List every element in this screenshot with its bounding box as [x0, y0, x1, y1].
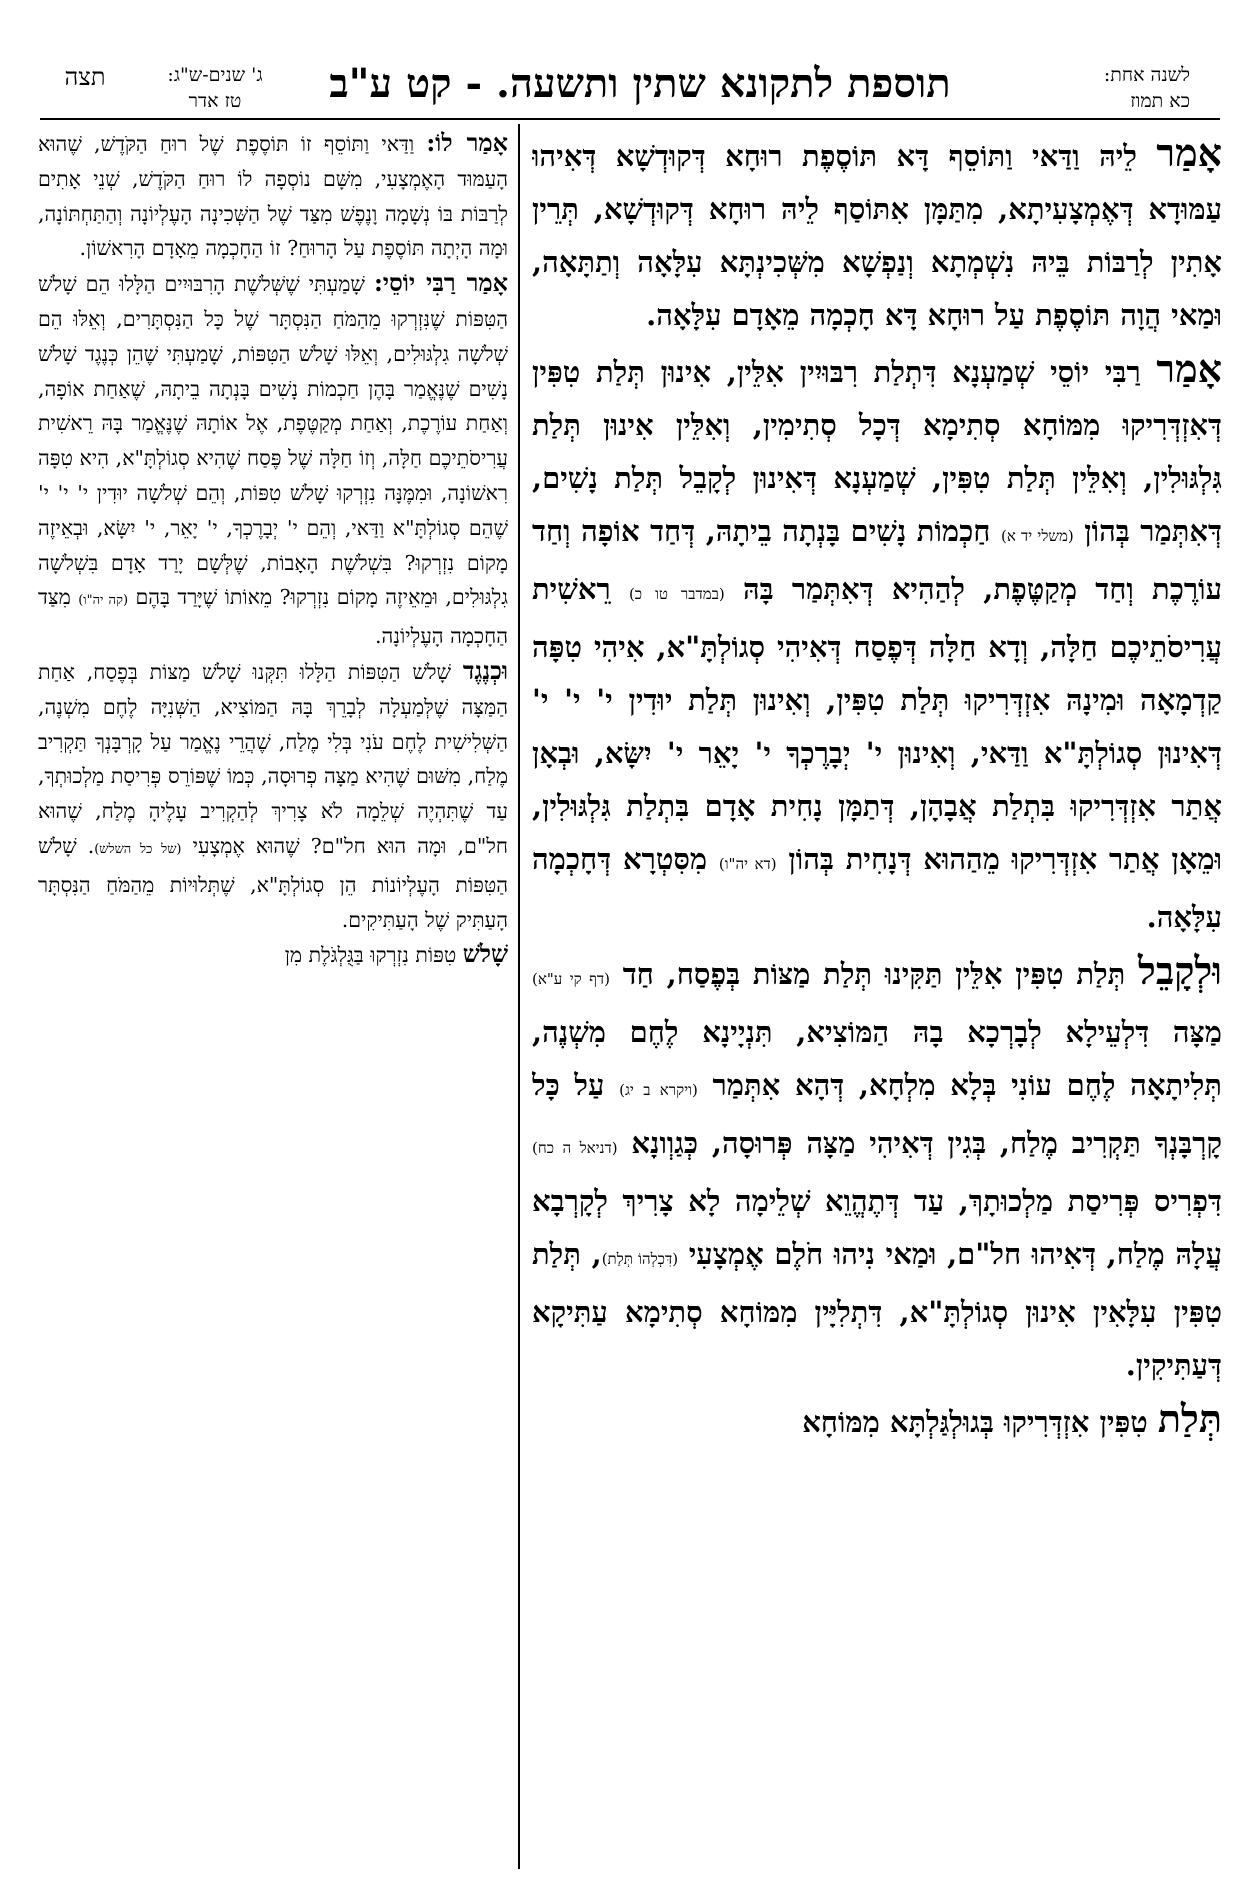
page-header: [0, 0, 1260, 118]
paragraph-text: טִפִּין אִזְדְּרִיקוּ בְּגוּלְגַּלְתָּא מִמּוֹחָא: [802, 1405, 1158, 1439]
translation-paragraph: [38, 937, 508, 973]
translation-paragraph: [38, 654, 508, 937]
source-reference: (קה יה"ו): [78, 593, 129, 609]
paragraph-text: מִצַּד הַחָכְמָה הָעֶלְיוֹנָה.: [38, 585, 508, 649]
source-reference: (במדבר טו כ): [628, 585, 725, 603]
page-number: תצה: [64, 63, 106, 91]
three-years-date: טז אדר: [188, 90, 242, 112]
folio-reference: (דף קי ע"א): [532, 970, 610, 988]
opening-word: אָמַר: [1156, 130, 1222, 175]
opening-word: תְּלַת: [1157, 1396, 1222, 1441]
paragraph-text: רַבִּי יוֹסֵי שְׁמַעְנָא דִּתְלַת רִבּוּיִין אִלֵּין, אִינוּן תְּלַת טִפִּין דְּאִזְדְּרִיקוּ מִמּוֹחָא סְתִימָא דְּכָל סְתִימִין, וְאִלֵּין אִינוּן תְּלַת גִּלְגּוּלִין, וְאִלֵּין תְּלַת טִפִּין, שְׁמַעְנָא דְּאִינוּן לְקָבֵל תְּלַת נָשִׁים, דְּאִתְּמַר בְּהוֹן: [532, 355, 1222, 548]
main-paragraph: [532, 1392, 1222, 1449]
opening-word: אָמַר: [1156, 346, 1222, 391]
translation-paragraph: [38, 266, 508, 654]
source-reference: (דא יה"ו): [718, 855, 777, 873]
main-paragraph: [532, 126, 1222, 342]
paragraph-text: דִּפְרִיס פְּרִיסַת מַלְכוּתָךְ, עַד דְּתֶהֱוֵא שְׁלֵימָה לָא צָרִיךְ לְקָרְבָא עֲלָהּ מֶלַח, דְּאִיהוּ חל"ם, וּמַאי נִיהוּ חֹלֶם אֶמְצָעִי: [532, 1184, 1222, 1271]
calendar-three-years: [150, 62, 280, 114]
main-text-column: [532, 126, 1222, 1871]
opening-word: אָמַר רַבִּי יוֹסֵי:: [373, 268, 508, 298]
paragraph-text: שָׁלֹשׁ הַטִּפּוֹת הַלָּלוּ תִּקְּנוּ שָׁלֹשׁ מַצּוֹת בְּפֶסַח, אַחַת הַמַּצָּה שֶׁלְּמַעְלָה לְבָרֵךְ בָּהּ הַמּוֹצִיא, הַשְּׁנִיָּה לֶחֶם מִשְׁנֶה, הַשְּׁלִישִׁית לֶחֶם עֹנִי בְּלִי מֶלַח, שֶׁהֲרֵי נֶאֱמַר עַל קָרְבָּנְךָ תַּקְרִיב מֶלַח, מִשּׁוּם שֶׁהִיא מַצָּה פְרוּסָה, כְּמוֹ שֶׁפּוֹרֵס פְּרִיסַת מַלְכוּתְךָ, עַד שֶׁתִּהְיֶה שְׁלֵמָה לֹא צָרִיךְ לְהַקְרִיב עָלֶיהָ מֶלַח, שֶׁהוּא חל"ם, וּמָה הוּא חל"ם? שֶׁהוּא אֶמְצָעִי: [38, 659, 508, 858]
source-reference: (דניאל ה כח): [532, 1139, 618, 1157]
page-title: תוספת לתקונא שתין ותשעה. - קט ע"ב: [329, 60, 951, 107]
one-year-date: כא תמוז: [1130, 90, 1190, 112]
three-years-label: ג' שנים-ש"ג:: [167, 64, 263, 86]
opening-word: שָׁלֹשׁ: [462, 939, 508, 969]
paragraph-text: חַכְמוֹת נָשִׁים בָּנְתָה בֵיתָהּ, דְּחַד אוֹפָה וְחַד עוֹרֶכֶת וְחַד מְקַטֶּפֶת, לְהַהִיא דְּאִתְּמַר בָּהּ: [532, 514, 1222, 606]
source-reference: (משלי יד א): [1000, 527, 1074, 545]
paragraph-text: . שָׁלֹשׁ הַטִּפּוֹת הָעֶלְיוֹנוֹת הֵן סְגוֹלְתָּ"א, שֶׁתְּלוּיוֹת מֵהַמֹּחַ הַנִּסְתָּר הָעַתִּיק שֶׁל הָעַתִּיקִים.: [38, 833, 508, 932]
opening-word: וּלְקָבֵל: [1138, 948, 1222, 993]
column-divider: [518, 124, 520, 1869]
main-paragraph: [532, 944, 1222, 1392]
paragraph-text: וַדַּאי וַתּוֹסֵף זוֹ תּוֹסֶפֶת שֶׁל רוּחַ הַקֹּדֶשׁ, שֶׁהוּא הָעַמּוּד הָאֶמְצָעִי, מִשָּׁם נוֹסְפָה לוֹ רוּחַ הַקֹּדֶשׁ, שְׁנֵי אָתִים לְרַבּוֹת בּוֹ נְשָׁמָה וָנֶפֶשׁ מִצַּד שֶׁל הַשְּׁכִינָה הָעֶלְיוֹנָה וְהַתַּחְתּוֹנָה, וּמָה הָיְתָה תּוֹסֶפֶת עַל הָרוּחַ? זוֹ הַחָכְמָה מֵאָדָם הָרִאשׁוֹן.: [38, 132, 508, 261]
paragraph-text: , תְּלַת טִפִּין עִלָּאִין אִינוּן סְגוֹלְתָּ"א, דִּתְלִיָּין מִמּוֹחָא סְתִימָא עַתִּיקָא דְּעַתִּיקִין.: [532, 1237, 1222, 1382]
paragraph-text: מִסִּטְרָא דְּחָכְמָה עִלָּאָה.: [532, 842, 1222, 934]
one-year-label: לשנה אחת:: [1103, 64, 1190, 86]
inline-note: (של כל השלש): [94, 841, 182, 857]
paragraph-text: לֵיהּ וַדַּאי וַתּוֹסֵף דָּא תּוֹסֶפֶת רוּחָא דְּקוּדְשָׁא דְּאִיהוּ עַמּוּדָא דְּאֶמְצָעִיתָא, מִתַּמָּן אִתּוֹסַף לֵיהּ רוּחָא דְּקוּדְשָׁא, תְּרֵין אָתִין לְרַבּוֹת בֵּיהּ נִשְׁמְתָא וְנַפְשָׁא מִשְּׁכִינְתָּא עִלָּאָה וְתַתָּאָה, וּמַאי הֲוָה תּוֹסֶפֶת עַל רוּחָא דָּא חָכְמָה מֵאָדָם עִלָּאָה.: [532, 139, 1222, 332]
opening-word: וּכְנֶגֶד: [462, 655, 508, 685]
paragraph-text: עַל כָּל קָרְבָּנְךָ תַּקְרִיב מֶלַח, בְּגִין דְּאִיהִי מַצָּה פְּרוּסָה, כְּגַוְונָא: [532, 1068, 1222, 1160]
paragraph-text: תְּלַת טִפִּין אִלֵּין תַּקִּינוּ תְּלַת מַצּוֹת בְּפֶסַח, חַד: [622, 957, 1139, 991]
calendar-one-year: [1070, 62, 1190, 114]
header-divider: [40, 118, 1220, 120]
paragraph-text: טִפּוֹת נִזְרְקוּ בַּגֻּלְגֹּלֶת מִן: [284, 943, 463, 968]
inline-note: (דִּכְלְהוֹ תְּלַת): [601, 1250, 679, 1268]
opening-word: אָמַר לוֹ:: [426, 128, 508, 157]
translation-paragraph: [38, 126, 508, 266]
paragraph-text: שָׁמַעְתִּי שֶׁשְּׁלֹשֶׁת הָרִבּוּיִים הַלָּלוּ הֵם שָׁלֹשׁ הַטִּפּוֹת שֶׁנִּזְרְקוּ מֵהַמֹּחַ הַנִּסְתָּר שֶׁל כָּל הַנִּסְתָּרִים, וְאֵלּוּ הֵם שְׁלֹשָׁה גִלְגּוּלִים, וְאֵלּוּ שָׁלֹשׁ הַטִּפּוֹת, שָׁמַעְתִּי שֶׁהֵן כְּנֶגֶד שָׁלֹשׁ נָשִׁים שֶׁנֶּאֱמַר בָּהֶן חַכְמוֹת נָשִׁים בָּנְתָה בֵיתָהּ, שֶׁאַחַת אוֹפָה, וְאַחַת עוֹרֶכֶת, וְאַחַת מְקַטֶּפֶת, אֶל אוֹתָהּ שֶׁנֶּאֱמַר בָּהּ רֵאשִׁית עֲרִיסֹתֵיכֶם חַלָּה, וְזוֹ חַלָּה שֶׁל פֶּסַח שֶׁהִיא סְגוֹלְתָּ"א, הִיא טִפָּה רִאשׁוֹנָה, וּמִמֶּנָּה נִזְרְקוּ שָׁלֹשׁ טִפּוֹת, וְהֵם שְׁלֹשָׁה יוּדִין י' י' י' שֶׁהֵם סְגוֹלְתָּ"א וַדַּאי, וְהֵם י' יְבָרֶכְךָ, י' יָאֵר, י' יִשָּׂא, וּבְאֵיזֶה מָקוֹם נִזְרְקוּ? בִּשְׁלֹשֶׁת הָאָבוֹת, שֶׁלְּשָׁם יָרַד אָדָם בִּשְׁלֹשָׁה גִלְגּוּלִים, וּמֵאֵיזֶה מָקוֹם נִזְרְקוּ? מֵאוֹתוֹ שֶׁיָּרַד בָּהֶם: [38, 272, 508, 610]
main-paragraph: [532, 342, 1222, 944]
paragraph-text: מַצָּה דִּלְעֵילָא לְבָרְכָא בָהּ הַמּוֹצִיא, תִּנְיָינָא לֶחֶם מִשְׁנֶה, תְּלִיתָאָה לֶחֶם עוֹנִי בְּלָא מִלְחָא, דְּהָא אִתְּמַר: [532, 1015, 1222, 1102]
paragraph-text: רֵאשִׁית עֲרִיסֹתֵיכֶם חַלָּה, וְדָא חַלָּה דְּפֶסַח דְּאִיהִי סְגוֹלְתָּ"א, אִיהִי טִפָּה קַדְמָאָה וּמִינָהּ אִזְדְּרִיקוּ תְּלַת טִפִּין, וְאִינוּן תְּלַת יוּדִין י' י' י' דְּאִינוּן סְגוֹלְתָּ"א וַדַּאי, וְאִינוּן י' יְבָרֶכְךָ י' יָאֵר י' יִשָּׂא, וּבְאָן אֲתַר אִזְדְּרִיקוּ בִּתְלַת אֲבָהָן, דְּתַמָּן נָחִית אָדָם בִּתְלַת גִּלְגּוּלִין, וּמֵאָן אֲתַר אִזְדְּרִיקוּ מֵהַהוּא דְּנָחִית בְּהוֹן: [532, 572, 1222, 876]
translation-column: [38, 126, 508, 1871]
source-reference: (ויקרא ב יג): [619, 1081, 698, 1099]
